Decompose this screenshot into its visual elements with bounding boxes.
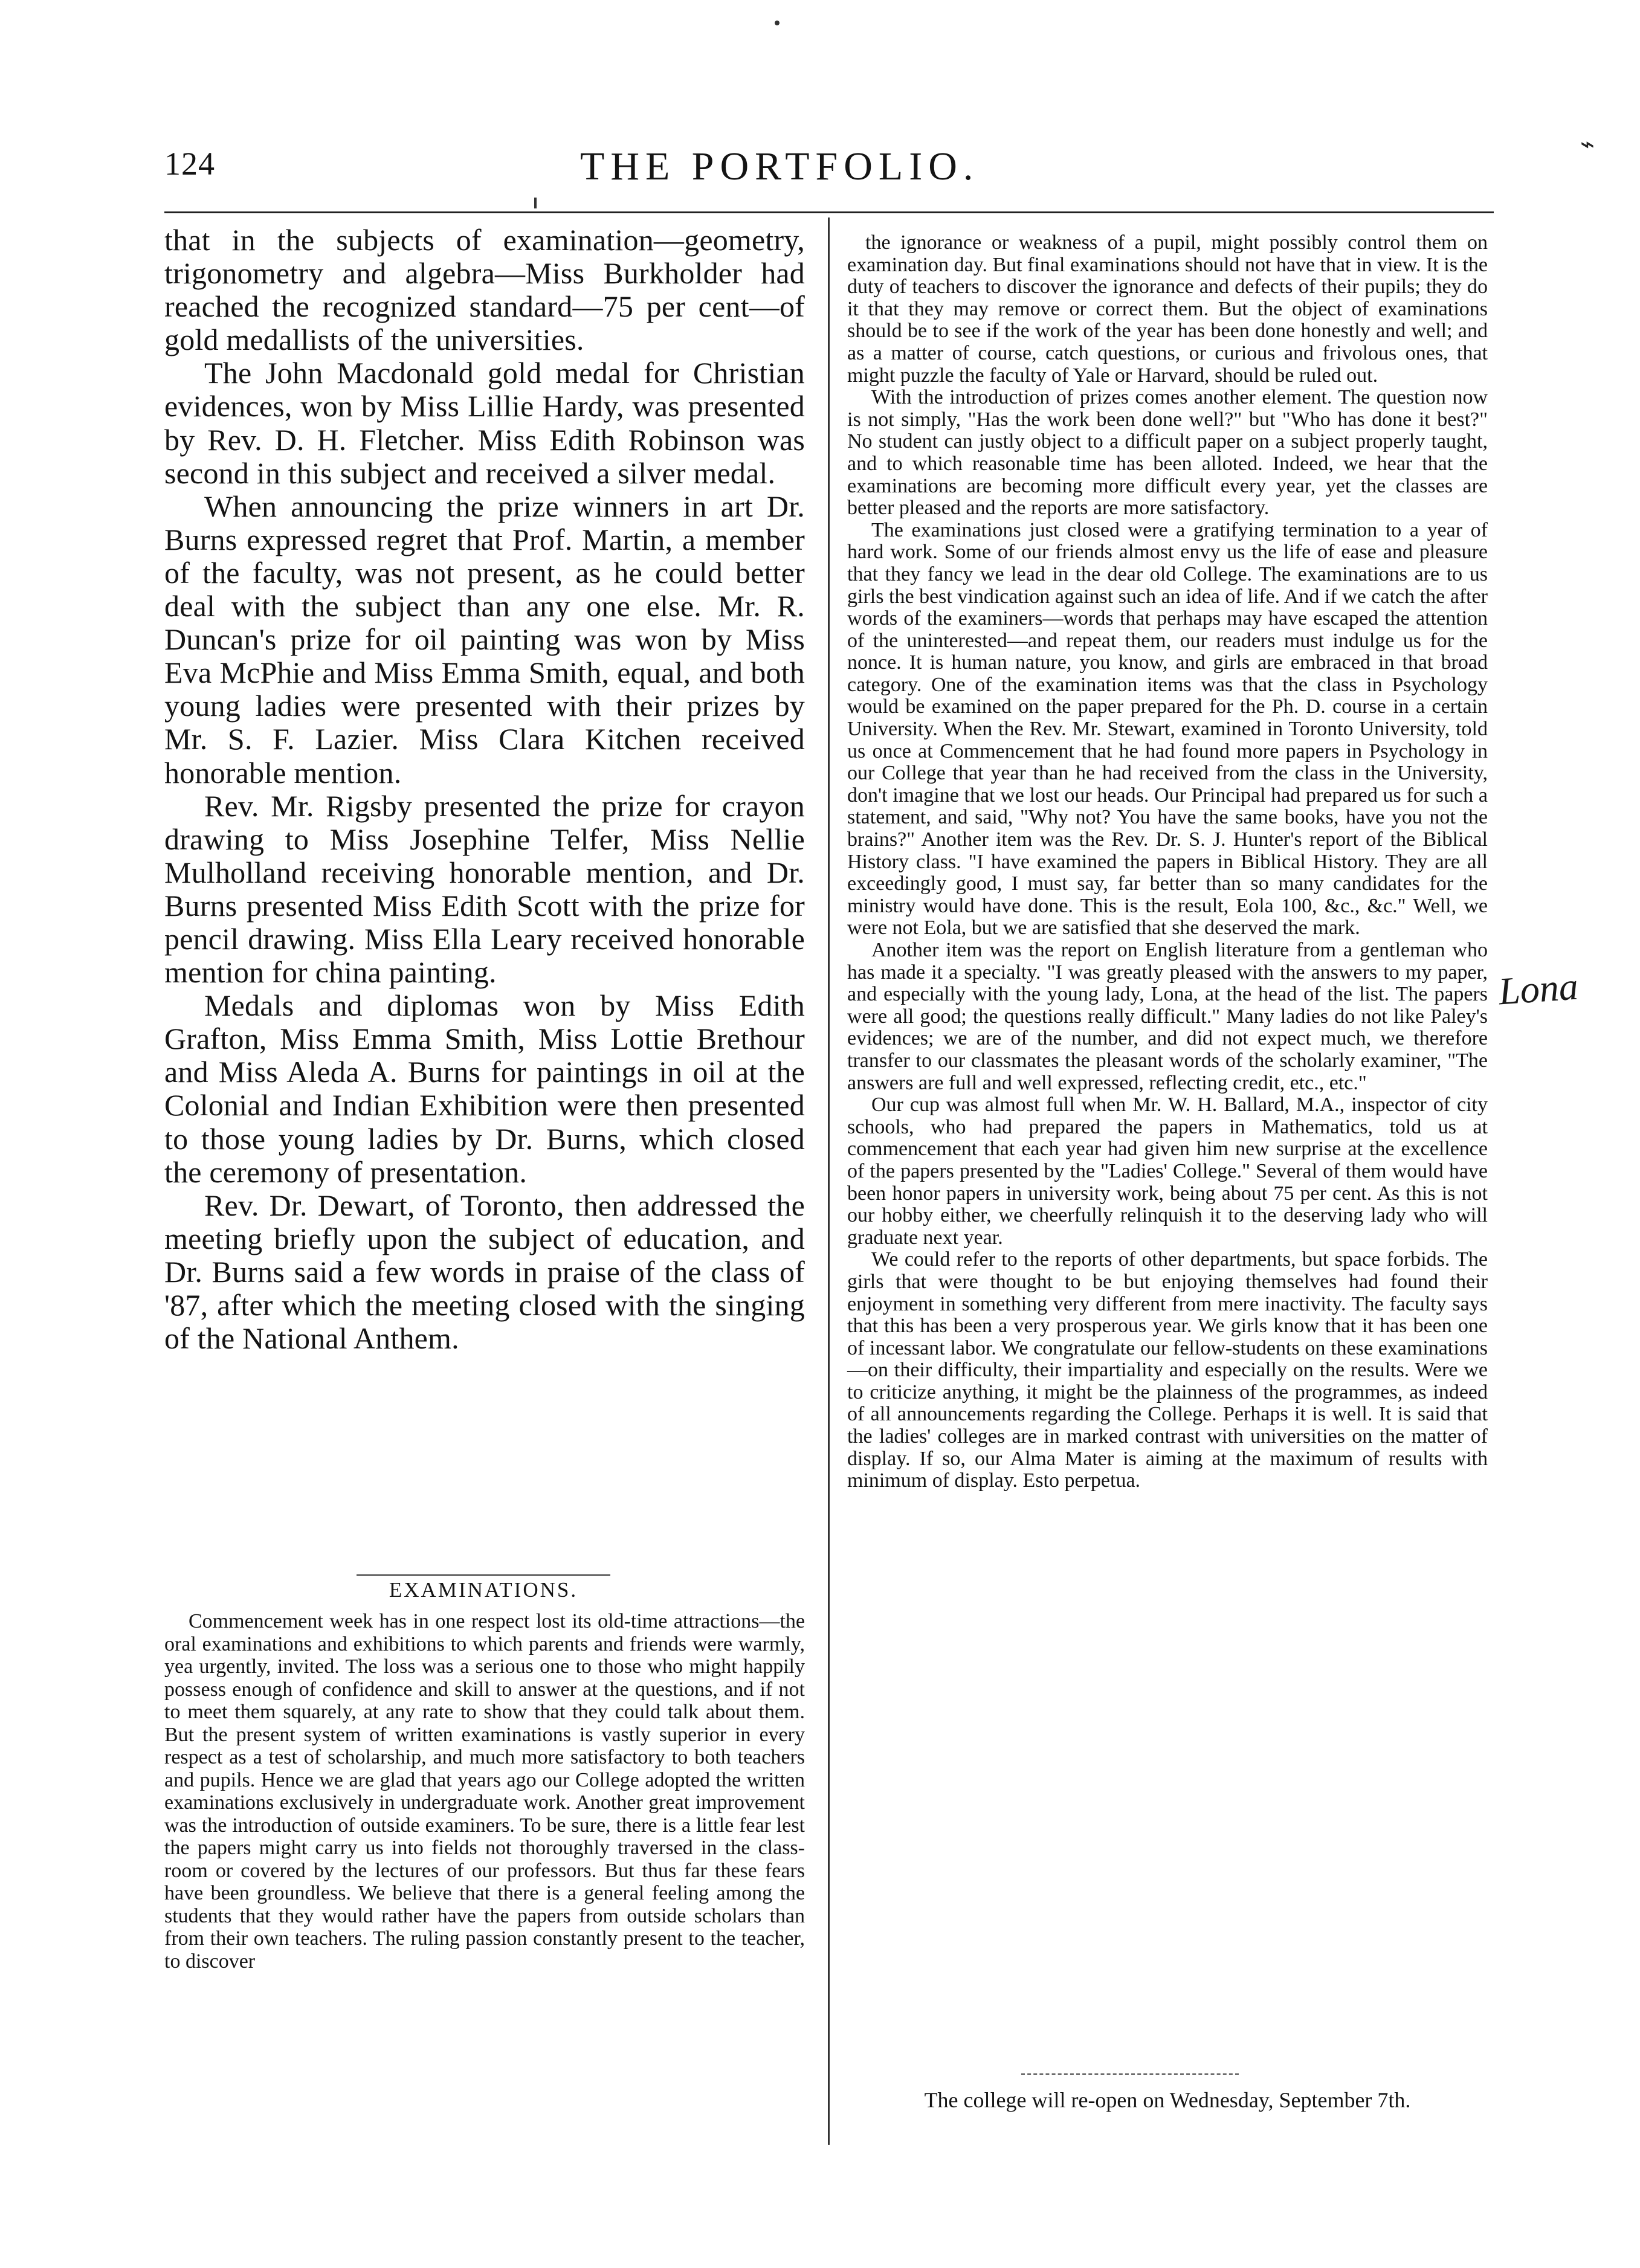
paragraph: Rev. Mr. Rigsby presented the prize for crayon drawing to Miss Josephine Telfer, Miss Nellie Mulholland receiving honorable mention, and Dr. Burns presented Miss Edith Scott with the prize for pencil drawing. Miss Ella Leary received honorable mention for china painting.	[164, 788, 805, 990]
right-column	[847, 232, 1488, 1492]
paragraph: Rev. Dr. Dewart, of Toronto, then addressed the meeting briefly upon the subject of education, and Dr. Burns said a few words in praise of the class of '87, after which the meeting closed with the singing of the National Anthem.	[164, 1188, 805, 1356]
paragraph: We could refer to the reports of other departments, but space forbids. The girls that were thought to be but enjoying themselves had found their enjoyment in something very different from mere inactivity. The faculty says that this has been a very prosperous year. We girls know that it has been one of incessant labor. We congratulate our fellow-students on these examinations—on their difficulty, their impartiality and especially on the results. Were we to criticize anything, it might be the plainness of the programmes, as indeed of all announcements regarding the College. Perhaps it is well. It is said that the ladies' colleges are in marked contrast with universities on the matter of display. If so, our Alma Mater is aiming at the maximum of results with minimum of display. Esto perpetua.	[847, 1248, 1488, 1492]
column-divider	[828, 217, 830, 2145]
running-head: THE PORTFOLIO.	[580, 144, 980, 188]
closing-note: The college will re-open on Wednesday, September 7th.	[924, 2088, 1411, 2112]
printer-dot	[775, 21, 780, 25]
section-rule	[357, 1574, 610, 1576]
paragraph: When announcing the prize winners in art Dr. Burns expressed regret that Prof. Martin, a member of the faculty, was not present, as he could better deal with the subject than any one else. Mr. R. Duncan's prize for oil painting was won by Miss Eva McPhie and Miss Emma Smith, equal, and both young ladies were presented with their prizes by Mr. S. F. Lazier. Miss Clara Kitchen received honorable mention.	[164, 489, 805, 790]
paragraph: Medals and diplomas won by Miss Edith Grafton, Miss Emma Smith, Miss Lottie Brethour and Miss Aleda A. Burns for paintings in oil at the Colonial and Indian Exhibition were then presented to those young ladies by Dr. Burns, which closed the ceremony of presentation.	[164, 988, 805, 1189]
closing-rule	[1021, 2073, 1239, 2075]
examinations-article	[164, 1610, 805, 1973]
rule-tick	[534, 198, 537, 208]
section-heading-examinations: EXAMINATIONS.	[389, 1578, 578, 1602]
paragraph: The examinations just closed were a gratifying termination to a year of hard work. Some of our friends almost envy us the life of ease and pleasure that they fancy we lead in the dear old College. The examinations are to us girls the best vindication against such an idea of life. And if we catch the after words of the examiners—words that perhaps may have escaped the attention of the uninterested—and repeat them, our readers must indulge us for the nonce. It is human nature, you know, and girls are embraced in that broad category. One of the examination items was that the class in Psychology would be examined on the paper prepared for the Ph. D. course in a certain University. When the Rev. Mr. Stewart, examined in Toronto University, told us once at Commencement that he had found more papers in Psychology in our College that year than he had received from the class in the University, don't imagine that we lost our heads. Our Principal had prepared us for such a statement, and said, "Why not? You have the same books, have you not the brains?" Another item was the Rev. Dr. S. J. Hunter's report of the Biblical History class. "I have examined the papers in Biblical History. They are all exceedingly good, I must say, far better than so many candidates for the ministry would have done. This is the result, Eola 100, &c., &c." Well, we were not Eola, but we are satisfied that she deserved the mark.	[847, 518, 1488, 939]
paragraph: that in the subjects of examination—geometry, trigonometry and algebra—Miss Burkholder had reached the recognized standard—75 per cent—of gold medallists of the universities.	[164, 223, 805, 357]
paragraph: Our cup was almost full when Mr. W. H. Ballard, M.A., inspector of city schools, who had prepared the papers in Mathematics, told us at commencement that each year had given him new surprise at the excellence of the papers presented by the "Ladies' College." Several of them would have been honor papers in university work, being about 75 per cent. As this is not our hobby either, we cheerfully relinquish it to the deserving lady who will graduate next year.	[847, 1094, 1488, 1249]
left-column	[164, 224, 805, 1355]
paragraph: the ignorance or weakness of a pupil, might possibly control them on examination day. But final examinations should not have that in view. It is the duty of teachers to discover the ignorance and defects of their pupils; they do it that they may remove or correct them. But the object of examinations should be to see if the work of the year has been done honestly and well; and as a matter of course, catch questions, or curious and frivolous ones, that might puzzle the faculty of Yale or Harvard, should be ruled out.	[847, 231, 1488, 387]
paragraph: Commencement week has in one respect lost its old-time attractions—the oral examinations and exhibitions to which parents and friends were warmly, yea urgently, invited. The loss was a serious one to those who might happily possess enough of confidence and skill to answer at the questions, and if not to meet them squarely, at any rate to show that they could talk about them. But the present system of written examinations is vastly superior in every respect as a test of scholarship, and much more satisfactory to both teachers and pupils. Hence we are glad that years ago our College adopted the written examinations exclusively in undergraduate work. Another great improvement was the introduction of outside examiners. To be sure, there is a little fear lest the papers might carry us into fields not thoroughly traversed in the class-room or covered by the lectures of our professors. But thus far these fears have been groundless. We believe that there is a general feeling among the students that they would rather have the papers from outside scholars than from their own teachers. The ruling passion constantly present to the teacher, to discover	[164, 1610, 805, 1973]
paragraph: The John Macdonald gold medal for Christian evidences, won by Miss Lillie Hardy, was presented by Rev. D. H. Fletcher. Miss Edith Robinson was second in this subject and received a silver medal.	[164, 356, 805, 490]
page-number: 124	[164, 146, 215, 182]
margin-mark: ⌁	[1580, 130, 1595, 158]
header-rule	[164, 211, 1494, 213]
paragraph: With the introduction of prizes comes another element. The question now is not simply, "Has the work been done well?" but "Who has done it best?" No student can justly object to a difficult paper on a subject properly taught, and to which reasonable time has been alloted. Indeed, we hear that the examinations are becoming more difficult every year, yet the classes are better pleased and the reports are more satisfactory.	[847, 386, 1488, 520]
handwritten-annotation: Lona	[1497, 964, 1580, 1013]
paragraph: Another item was the report on English literature from a gentleman who has made it a specialty. "I was greatly pleased with the answers to my paper, and especially with the young lady, Lona, at the head of the list. The papers were all good; the questions really difficult." Many ladies do not like Paley's evidences; we are of the number, and did not expect much, we therefore transfer to our classmates the pleasant words of the scholarly examiner, "The answers are full and well expressed, reflecting credit, etc., etc."	[847, 939, 1488, 1094]
